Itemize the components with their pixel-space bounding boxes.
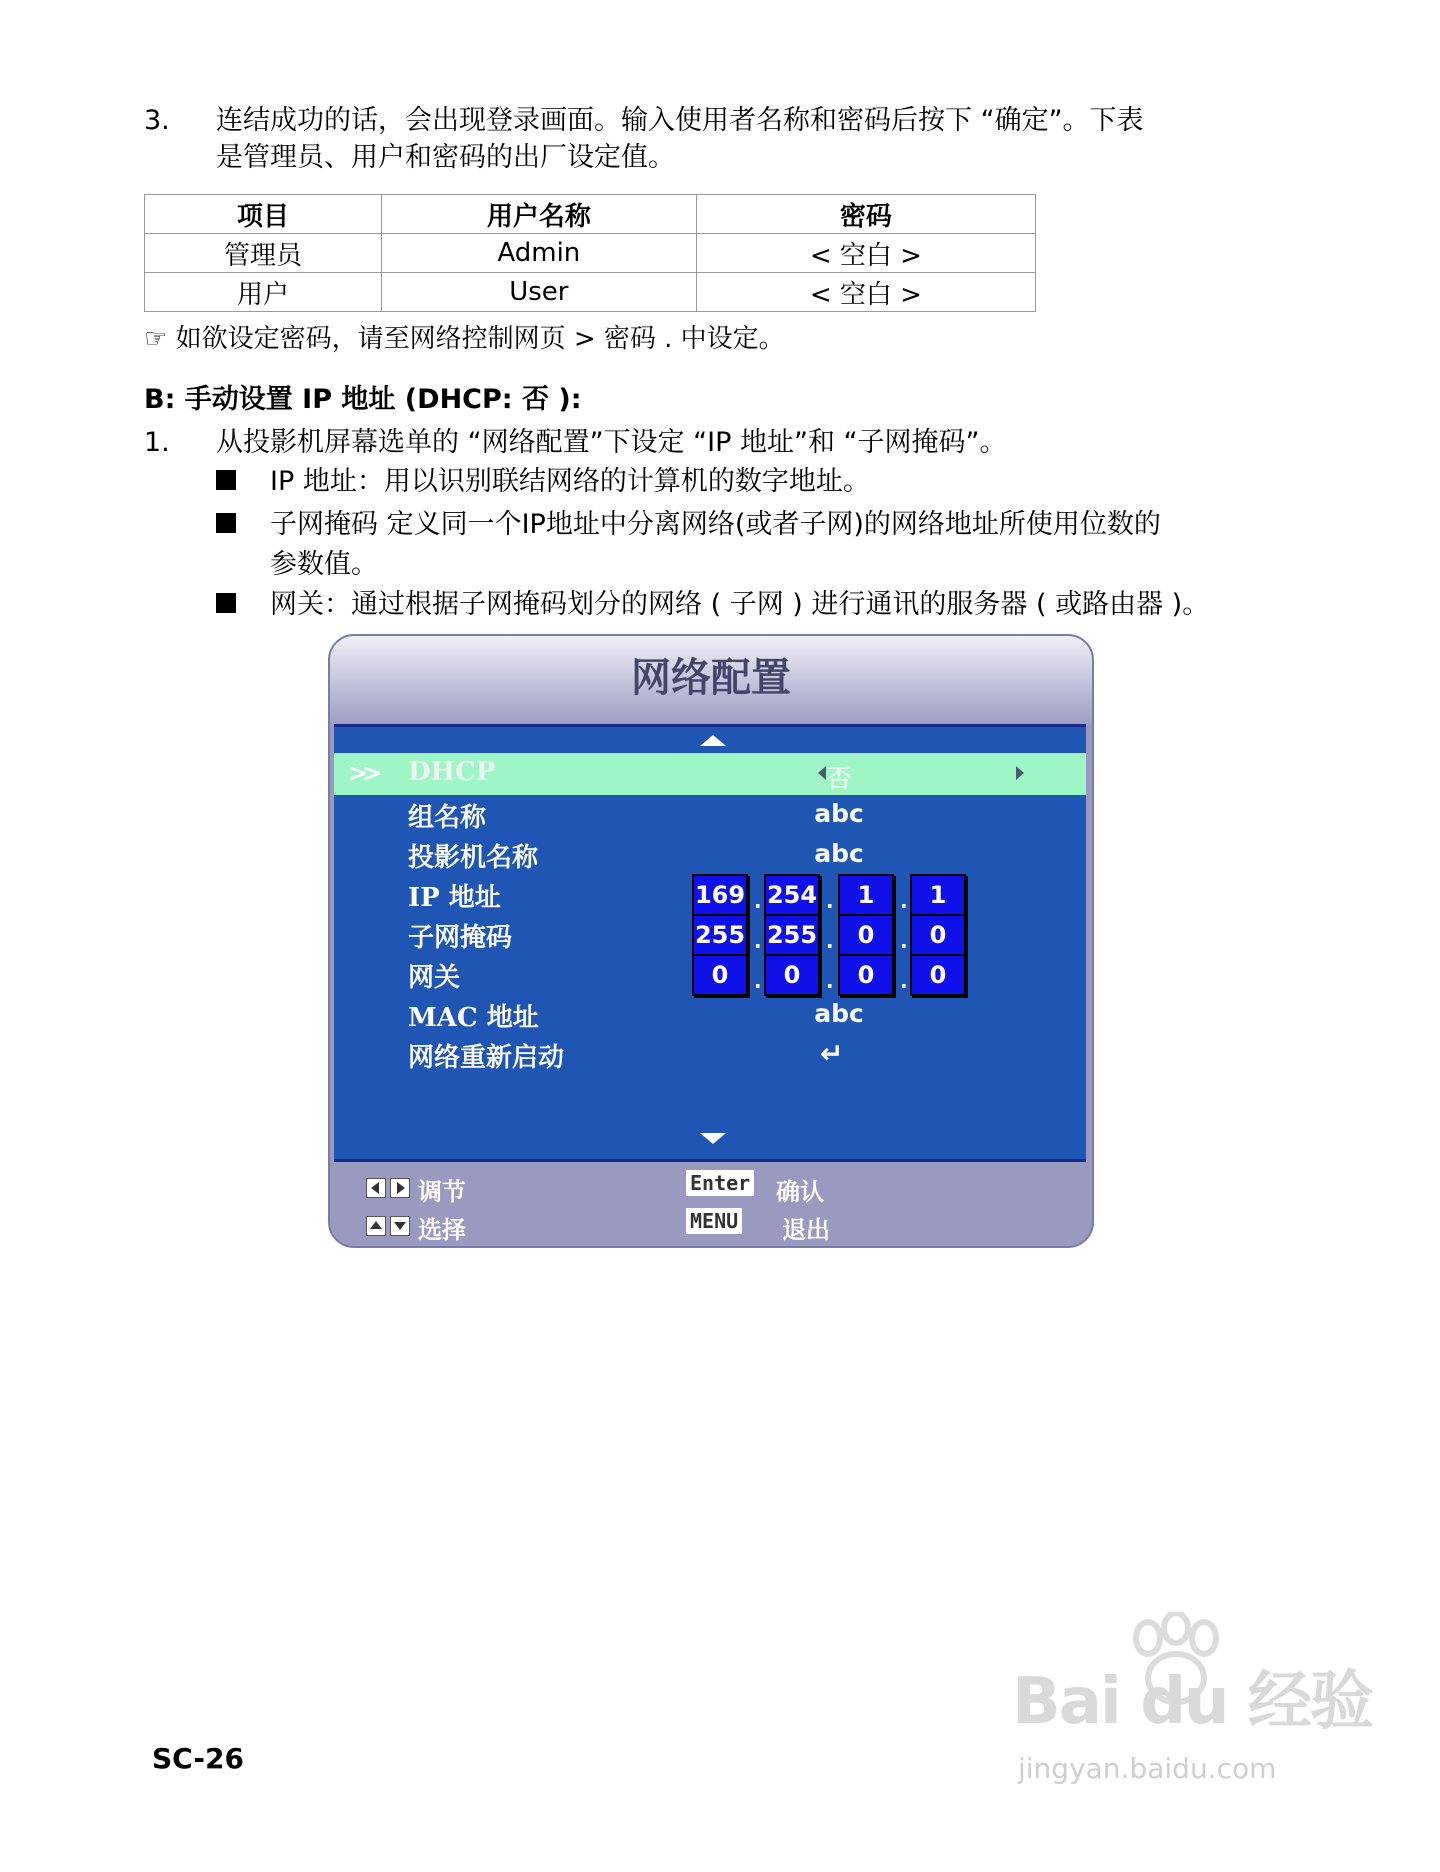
ip-octet-field[interactable]: 169 bbox=[692, 874, 748, 916]
watermark-brand: Bai du 经验 bbox=[1012, 1665, 1372, 1739]
bullet-square-icon bbox=[216, 470, 236, 490]
footer-confirm-label: 确认 bbox=[776, 1177, 824, 1206]
ip-octet-field[interactable]: 1 bbox=[910, 874, 966, 916]
menu-item-label: 投影机名称 bbox=[408, 843, 539, 873]
osd-title: 网络配置 bbox=[631, 654, 791, 701]
menu-item-label: DHCP bbox=[408, 757, 496, 787]
menu-item-subnet-mask[interactable]: 子网掩码 255 . 255 . 0 . 0 bbox=[334, 913, 1086, 955]
footer-select-label: 选择 bbox=[418, 1215, 466, 1244]
section-b-heading: B: 手动设置 IP 地址 (DHCP: 否 ): bbox=[144, 384, 582, 415]
ip-octet-field[interactable]: 254 bbox=[764, 874, 820, 916]
scroll-down-icon[interactable] bbox=[700, 1133, 726, 1144]
bullet-square-icon bbox=[216, 513, 236, 533]
key-left-icon bbox=[366, 1178, 386, 1198]
header-password: 密码 bbox=[696, 195, 1035, 234]
default-credentials-table bbox=[144, 194, 1036, 312]
table-cell: User bbox=[381, 273, 696, 312]
network-config-osd bbox=[328, 634, 1094, 1248]
menu-item-network-restart[interactable] bbox=[334, 1033, 1086, 1075]
bullet-text-cont: 参数值。 bbox=[270, 549, 378, 580]
key-down-icon bbox=[390, 1216, 410, 1236]
menu-item-label: 网关 bbox=[408, 963, 461, 993]
step-3 bbox=[144, 102, 1324, 182]
bullet-ip bbox=[216, 462, 1316, 502]
gateway-octet-field[interactable]: 0 bbox=[910, 954, 966, 996]
osd-footer bbox=[330, 1164, 1092, 1246]
projector-name-value: abc bbox=[814, 839, 864, 868]
menu-item-gateway[interactable]: 网关 0 . 0 . 0 . 0 bbox=[334, 953, 1086, 995]
table-cell: 管理员 bbox=[145, 234, 382, 273]
step-number: 3. bbox=[144, 105, 170, 136]
menu-item-dhcp[interactable] bbox=[334, 753, 1086, 795]
subnet-octet-field[interactable]: 0 bbox=[910, 914, 966, 956]
key-right-icon bbox=[390, 1178, 410, 1198]
step-1 bbox=[144, 424, 1324, 464]
menu-key-label: MENU bbox=[686, 1208, 742, 1234]
footer-exit-label: 退出 bbox=[782, 1215, 830, 1244]
step-text: 从投影机屏幕选单的 “网络配置”下设定 “IP 地址”和 “子网掩码”。 bbox=[216, 427, 1007, 458]
enter-return-icon[interactable]: ↵ bbox=[820, 1037, 844, 1070]
subnet-octet-field[interactable]: 0 bbox=[838, 914, 894, 956]
footer-adjust-label: 调节 bbox=[418, 1177, 466, 1206]
bullet-subnet bbox=[216, 505, 1316, 585]
menu-item-label: 组名称 bbox=[408, 803, 487, 833]
table-cell: 用户 bbox=[145, 273, 382, 312]
step-number: 1. bbox=[144, 427, 170, 458]
bullet-text: IP 地址：用以识别联结网络的计算机的数字地址。 bbox=[270, 466, 870, 497]
table-header-row bbox=[145, 195, 1036, 234]
group-name-value: abc bbox=[814, 799, 864, 828]
osd-menu-body bbox=[334, 724, 1086, 1162]
bullet-gateway bbox=[216, 585, 1316, 625]
mac-address-value: abc bbox=[814, 999, 864, 1028]
bullet-text: 子网掩码 定义同一个IP地址中分离网络(或者子网)的网络地址所使用位数的 bbox=[270, 509, 1161, 540]
scroll-up-icon[interactable] bbox=[700, 735, 726, 746]
menu-item-label: 子网掩码 bbox=[408, 923, 513, 953]
bullet-square-icon bbox=[216, 593, 236, 613]
gateway-octet-field[interactable]: 0 bbox=[764, 954, 820, 996]
selection-chevron-icon: >> bbox=[348, 759, 377, 787]
menu-item-label: 网络重新启动 bbox=[408, 1043, 565, 1073]
step-text-line2: 是管理员、用户和密码的出厂设定值。 bbox=[216, 142, 675, 173]
table-row bbox=[145, 273, 1036, 312]
table-row bbox=[145, 234, 1036, 273]
header-item: 项目 bbox=[145, 195, 382, 234]
subnet-octet-field[interactable]: 255 bbox=[764, 914, 820, 956]
bullet-text: 网关：通过根据子网掩码划分的网络 ( 子网 ) 进行通讯的服务器 ( 或路由器 )。 bbox=[270, 589, 1210, 620]
arrow-right-icon[interactable] bbox=[1016, 766, 1024, 780]
enter-key-label: Enter bbox=[686, 1170, 754, 1196]
subnet-octet-field[interactable]: 255 bbox=[692, 914, 748, 956]
gateway-octet-field[interactable]: 0 bbox=[692, 954, 748, 996]
menu-item-projector-name[interactable] bbox=[334, 833, 1086, 875]
step-text-line1: 连结成功的话，会出现登录画面。输入使用者名称和密码后按下 “确定”。下表 bbox=[216, 105, 1144, 136]
password-note: ☞ 如欲设定密码，请至网络控制网页 > 密码 . 中设定。 bbox=[144, 324, 785, 354]
watermark-url: jingyan.baidu.com bbox=[1018, 1752, 1277, 1785]
table-cell: < 空白 > bbox=[696, 234, 1035, 273]
header-username: 用户名称 bbox=[381, 195, 696, 234]
page-number: SC-26 bbox=[152, 1742, 244, 1775]
gateway-octet-field[interactable]: 0 bbox=[838, 954, 894, 996]
menu-item-label: IP 地址 bbox=[408, 883, 501, 913]
key-up-icon bbox=[366, 1216, 386, 1236]
menu-item-group-name[interactable] bbox=[334, 793, 1086, 835]
table-cell: Admin bbox=[381, 234, 696, 273]
menu-item-mac-address[interactable] bbox=[334, 993, 1086, 1035]
menu-item-ip-address[interactable]: IP 地址 169 . 254 . 1 . 1 bbox=[334, 873, 1086, 915]
table-cell: < 空白 > bbox=[696, 273, 1035, 312]
ip-octet-field[interactable]: 1 bbox=[838, 874, 894, 916]
menu-item-label: MAC 地址 bbox=[408, 1003, 539, 1033]
dhcp-value: 否 bbox=[826, 764, 852, 793]
